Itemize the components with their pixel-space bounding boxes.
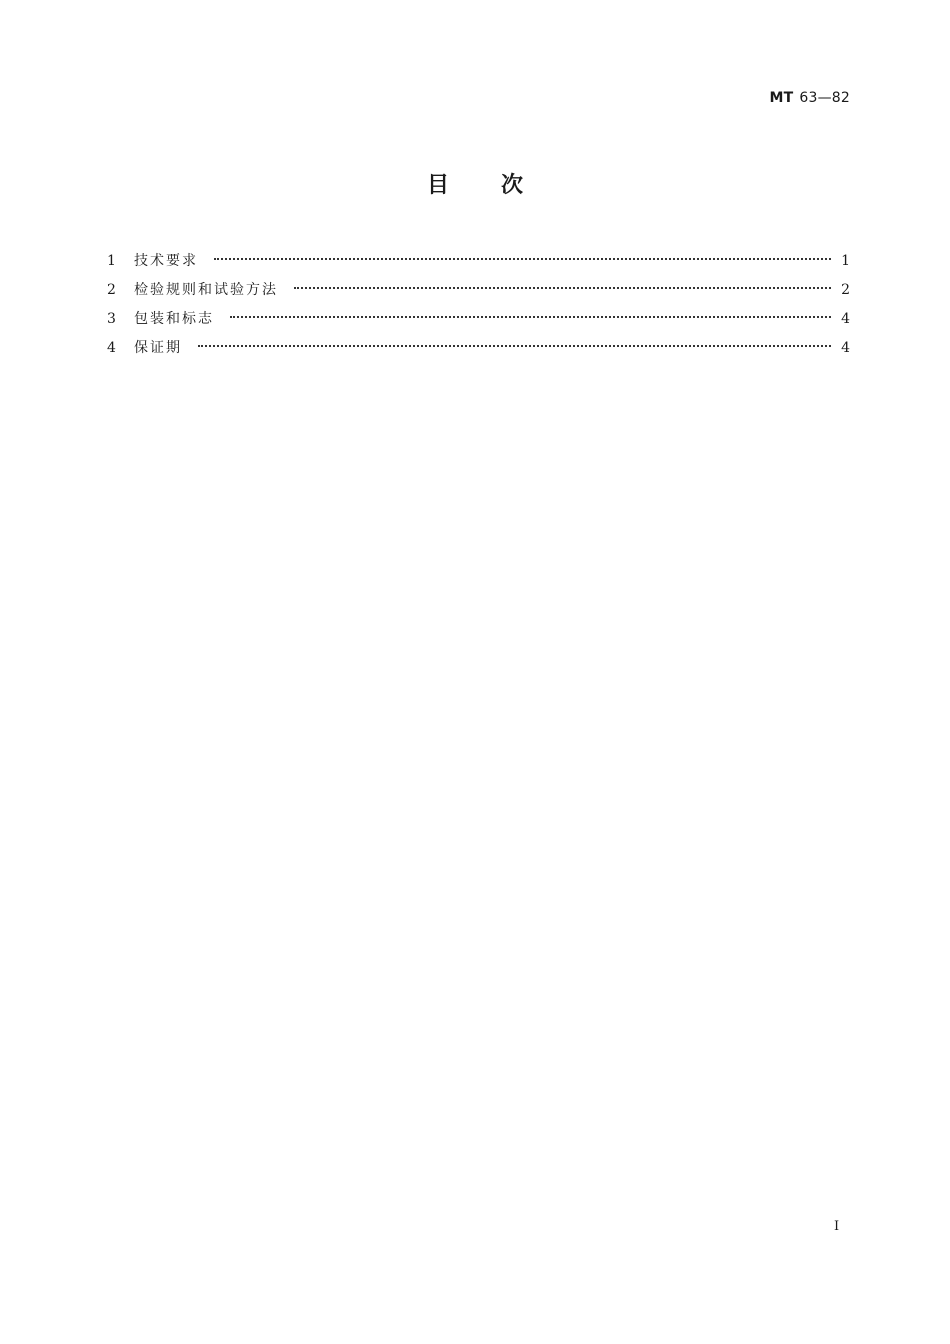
- toc-entry-label: 包装和标志: [134, 311, 214, 327]
- table-of-contents: [107, 250, 850, 366]
- page-number: I: [834, 1219, 840, 1234]
- standard-code: [769, 90, 850, 106]
- toc-entry-number: 3: [107, 311, 116, 327]
- toc-entry-page: 4: [841, 311, 850, 327]
- toc-dot-leader: [198, 345, 831, 347]
- toc-entry[interactable]: [107, 337, 850, 366]
- standard-code-prefix: MT: [769, 90, 794, 106]
- toc-entry-label: 技术要求: [134, 253, 198, 269]
- toc-dot-leader: [230, 316, 831, 318]
- toc-entry-page: 1: [841, 253, 850, 269]
- page-title: 目次: [426, 173, 575, 198]
- toc-entry-label: 保证期: [134, 340, 182, 356]
- standard-code-number: 63—82: [799, 90, 850, 106]
- toc-dot-leader: [214, 258, 831, 260]
- toc-entry-page: 2: [841, 282, 850, 298]
- toc-entry[interactable]: [107, 279, 850, 308]
- toc-entry-number: 2: [107, 282, 116, 298]
- toc-entry-number: 1: [107, 253, 116, 269]
- toc-entry-label: 检验规则和试验方法: [134, 282, 278, 298]
- toc-entry-number: 4: [107, 340, 116, 356]
- toc-dot-leader: [294, 287, 831, 289]
- toc-entry-page: 4: [841, 340, 850, 356]
- toc-entry[interactable]: [107, 250, 850, 279]
- toc-entry[interactable]: [107, 308, 850, 337]
